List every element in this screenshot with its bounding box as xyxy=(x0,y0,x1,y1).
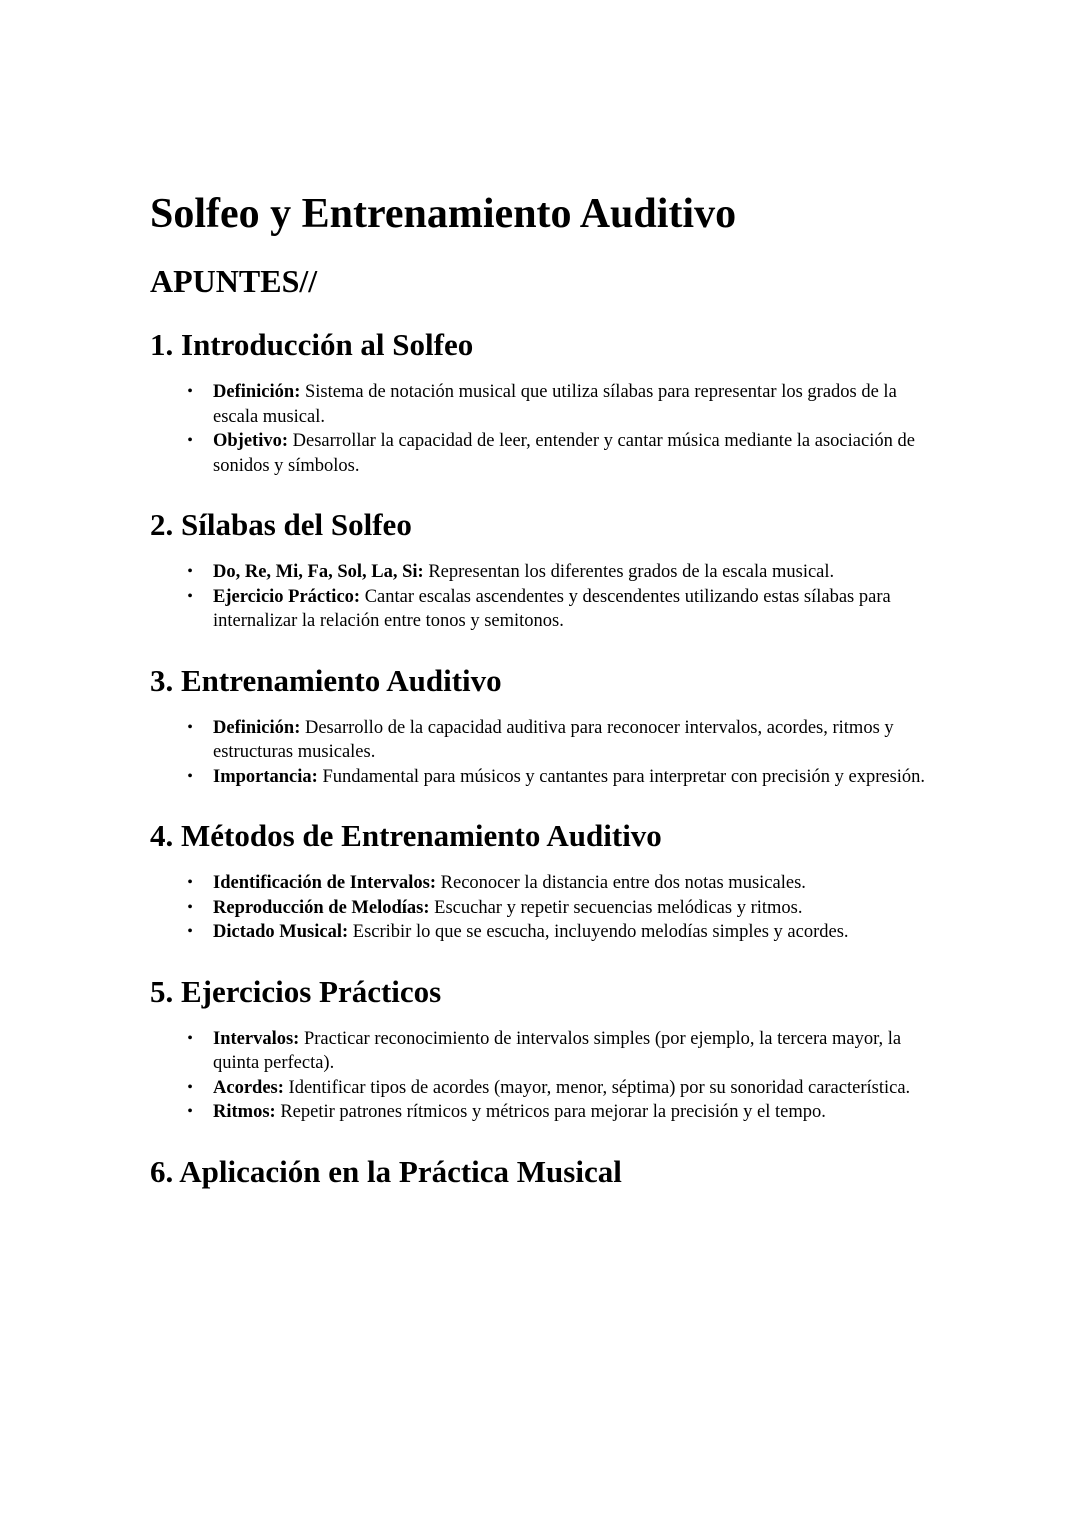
document-subtitle: APUNTES// xyxy=(150,263,318,299)
item-term: Intervalos: xyxy=(213,1028,300,1049)
item-text: Reconocer la distancia entre dos notas musicales. xyxy=(436,873,806,893)
item-term: Reproducción de Melodías: xyxy=(213,897,430,918)
item-term: Importancia: xyxy=(213,766,318,787)
section-ejercicios xyxy=(150,973,940,1125)
bullet-icon: • xyxy=(187,923,193,940)
item-text: Cantar escalas ascendentes y descendentes utilizando estas sílabas para internalizar la relación entre tonos y semitonos. xyxy=(213,586,891,631)
item-text: Escuchar y repetir secuencias melódicas y ritmos. xyxy=(429,897,803,918)
list-item xyxy=(150,560,940,585)
bullet-list xyxy=(150,871,940,945)
bullet-list xyxy=(150,380,940,478)
bullet-icon: • xyxy=(187,383,193,400)
section-heading: 5. Ejercicios Prácticos xyxy=(150,973,442,1009)
bullet-icon: • xyxy=(187,563,193,580)
item-text: Desarrollar la capacidad de leer, entender y cantar música mediante la asociación de sonidos y símbolos. xyxy=(213,431,915,476)
list-item xyxy=(150,1027,940,1076)
list-item xyxy=(150,896,940,921)
section-metodos xyxy=(150,817,940,945)
item-term: Ejercicio Práctico: xyxy=(213,586,361,607)
list-item xyxy=(150,871,940,896)
item-term: Definición: xyxy=(213,717,301,738)
document-page xyxy=(150,188,940,1191)
item-text: Sistema de notación musical que utiliza sílabas para representar los grados de la escala musical. xyxy=(213,382,897,427)
item-term: Ritmos: xyxy=(213,1102,276,1122)
list-item xyxy=(150,585,940,634)
bullet-icon: • xyxy=(187,767,193,785)
list-item xyxy=(150,1076,940,1101)
bullet-icon: • xyxy=(187,1078,193,1096)
list-item xyxy=(150,1100,940,1125)
bullet-icon: • xyxy=(187,898,193,916)
section-silabas xyxy=(150,506,940,634)
item-text: Desarrollo de la capacidad auditiva para reconocer intervalos, acordes, ritmos y estructuras musicales. xyxy=(213,717,894,762)
item-text: Representan los diferentes grados de la escala musical. xyxy=(423,562,835,582)
bullet-list xyxy=(150,716,940,790)
bullet-icon: • xyxy=(187,1029,193,1047)
section-aplicacion xyxy=(150,1153,940,1191)
document-title: Solfeo y Entrenamiento Auditivo xyxy=(150,191,737,237)
section-heading: 4. Métodos de Entrenamiento Auditivo xyxy=(150,818,662,853)
item-text: Repetir patrones rítmicos y métricos para mejorar la precisión y el tempo. xyxy=(275,1102,826,1122)
bullet-icon: • xyxy=(187,432,193,449)
item-text: Practicar reconocimiento de intervalos simples (por ejemplo, la tercera mayor, la quinta perfecta). xyxy=(213,1028,902,1073)
list-item xyxy=(150,429,940,478)
section-heading: 1. Introducción al Solfeo xyxy=(150,327,474,362)
section-entrenamiento-auditivo xyxy=(150,662,940,790)
item-term: Do, Re, Mi, Fa, Sol, La, Si: xyxy=(213,562,424,582)
item-term: Identificación de Intervalos: xyxy=(213,873,437,893)
section-introduccion xyxy=(150,326,940,478)
section-heading: 2. Sílabas del Solfeo xyxy=(150,507,412,542)
section-heading: 3. Entrenamiento Auditivo xyxy=(150,662,502,698)
item-term: Definición: xyxy=(213,382,301,402)
section-heading: 6. Aplicación en la Práctica Musical xyxy=(150,1153,622,1189)
list-item xyxy=(150,765,940,790)
list-item xyxy=(150,716,940,765)
list-item xyxy=(150,920,940,945)
bullet-icon: • xyxy=(187,587,193,605)
list-item xyxy=(150,380,940,429)
bullet-icon: • xyxy=(187,1103,193,1120)
bullet-list xyxy=(150,560,940,634)
bullet-icon: • xyxy=(187,718,193,736)
bullet-list xyxy=(150,1027,940,1125)
bullet-icon: • xyxy=(187,874,193,891)
item-text: Escribir lo que se escucha, incluyendo melodías simples y acordes. xyxy=(348,922,849,942)
item-text: Identificar tipos de acordes (mayor, menor, séptima) por su sonoridad característica. xyxy=(283,1077,911,1098)
item-text: Fundamental para músicos y cantantes para interpretar con precisión y expresión. xyxy=(317,766,926,787)
item-term: Objetivo: xyxy=(213,431,289,451)
item-term: Acordes: xyxy=(213,1077,284,1098)
item-term: Dictado Musical: xyxy=(213,922,349,942)
